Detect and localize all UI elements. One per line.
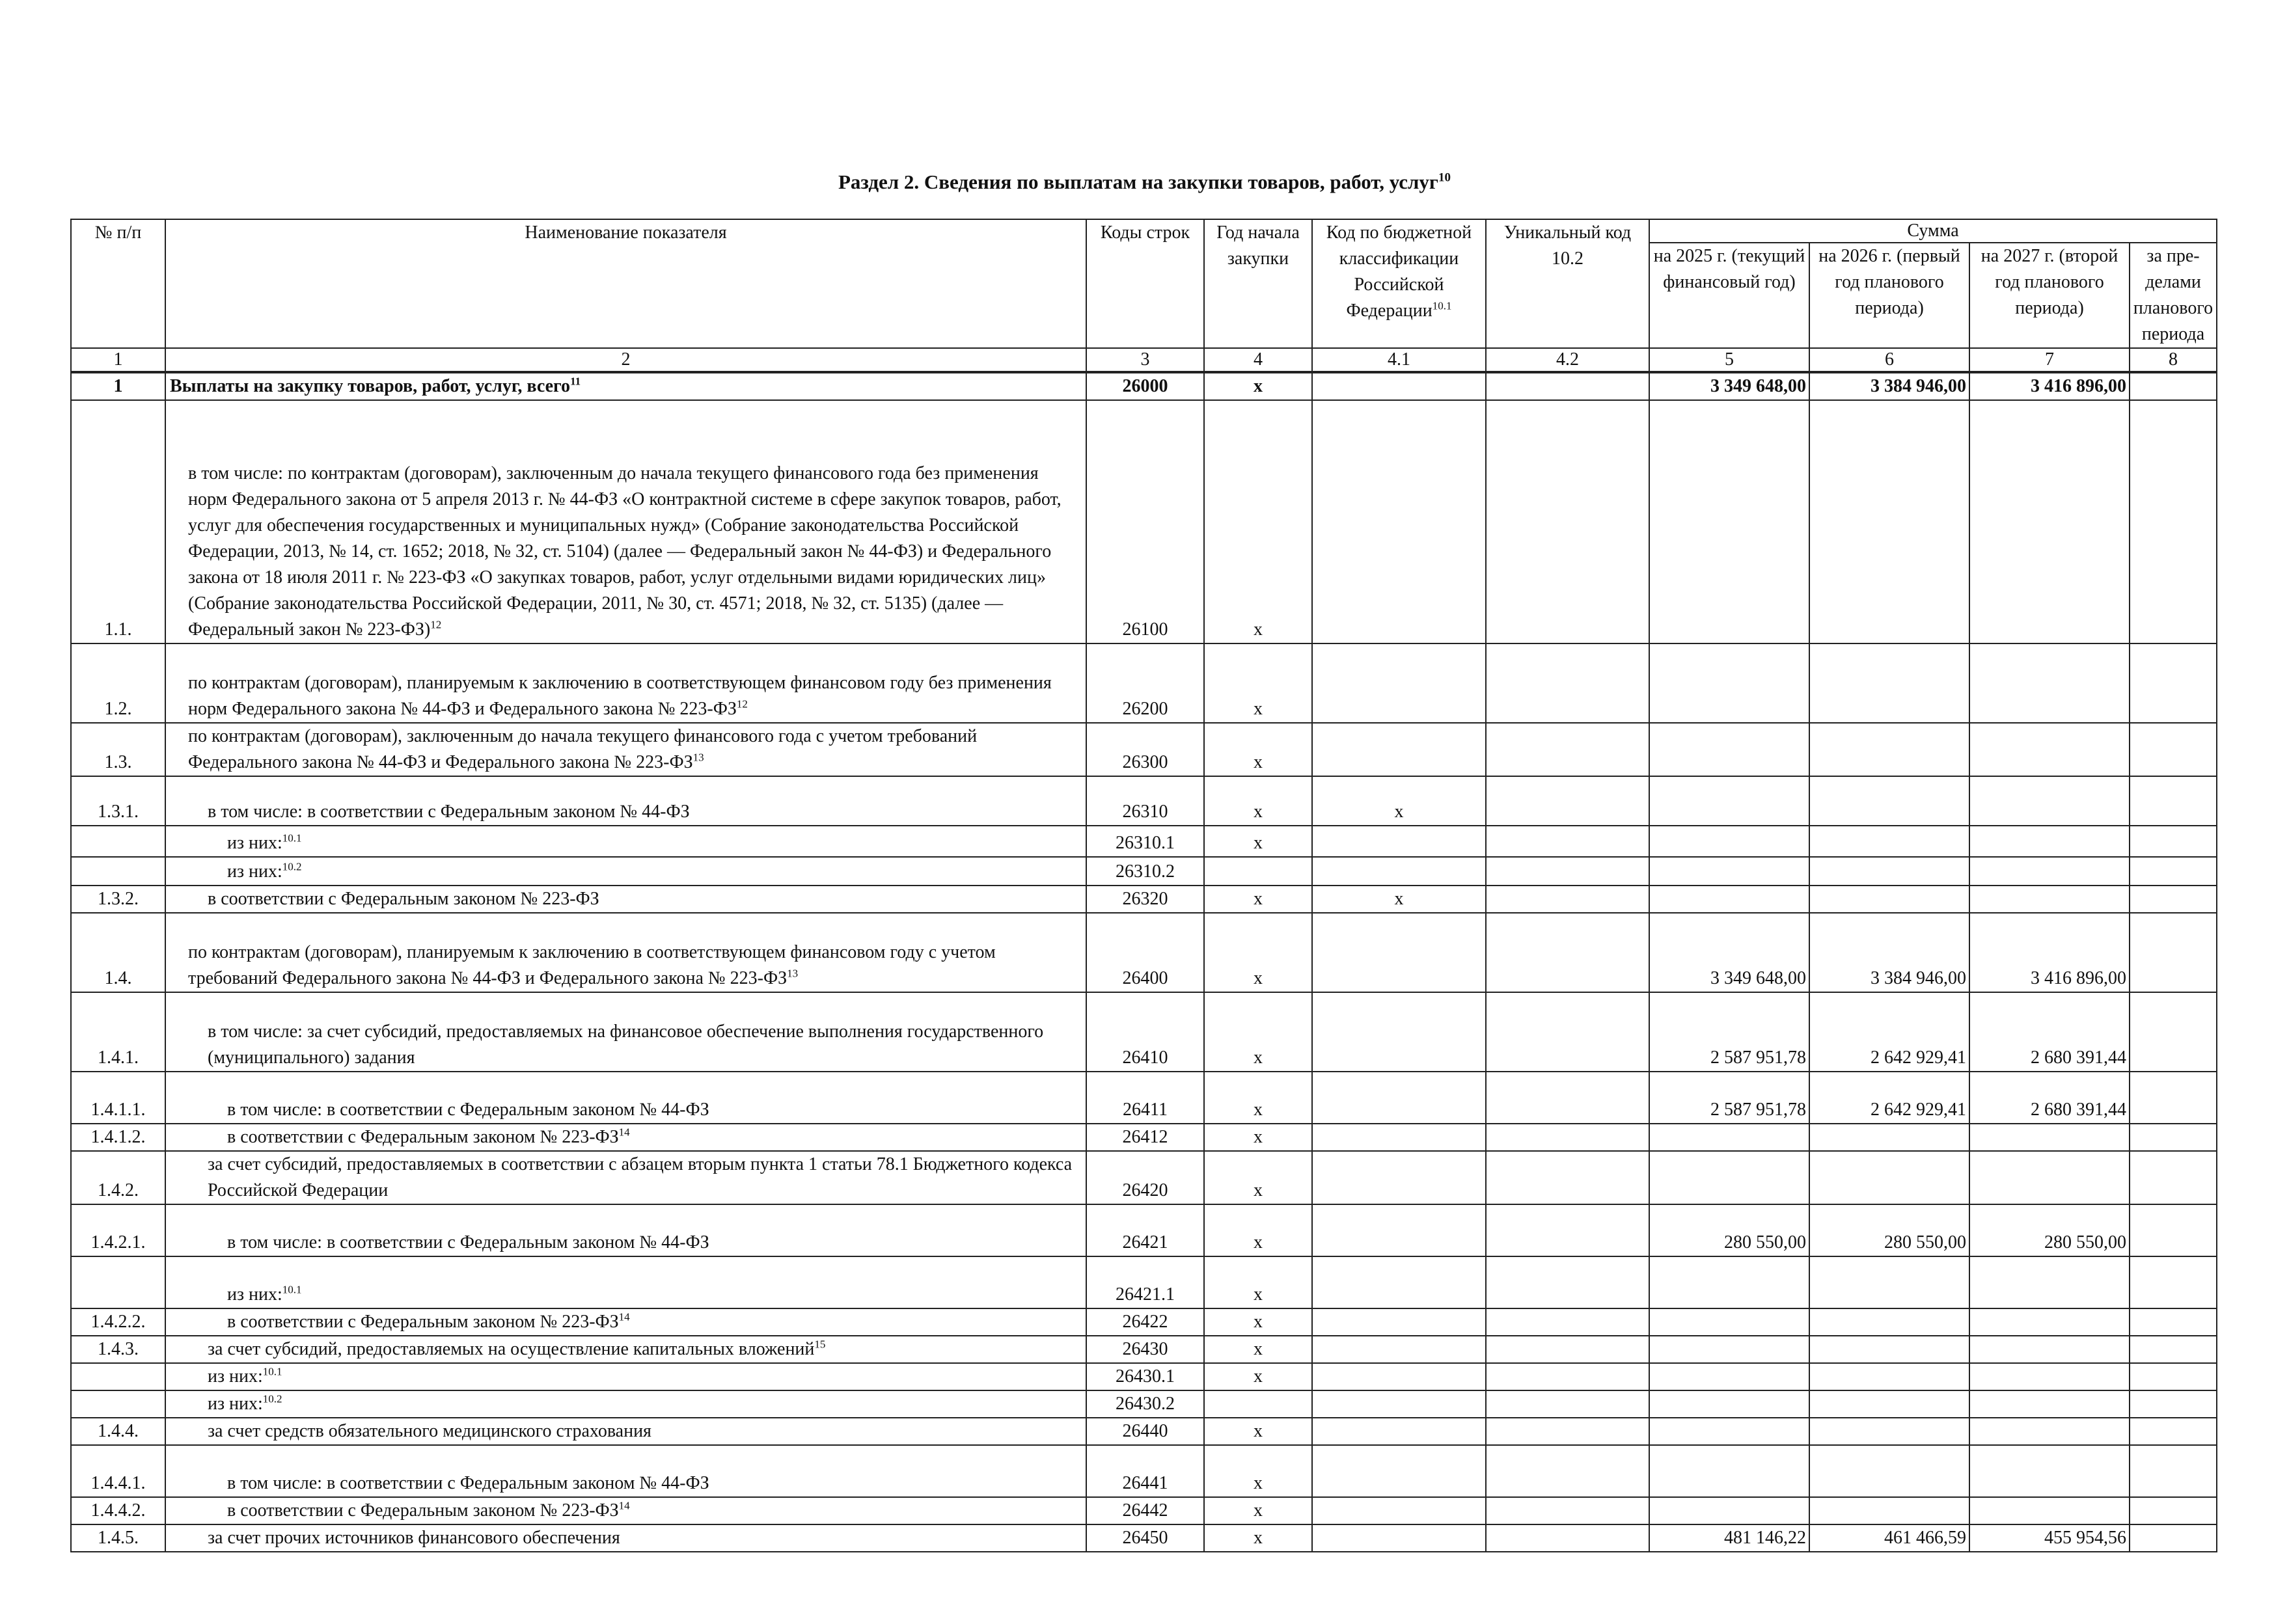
- row-year: [1204, 1390, 1312, 1418]
- row-year: x: [1204, 913, 1312, 992]
- row-name: из них:$^{10.2}$: [165, 857, 1086, 886]
- header-2027: на 2027 г. (второй год планового периода): [1969, 243, 2130, 348]
- row-sum-2026: [1809, 1445, 1969, 1497]
- row-year: x: [1204, 1256, 1312, 1308]
- row-number: 1.3.: [71, 723, 165, 776]
- row-name: за счет средств обязательного медицинского страхования: [165, 1418, 1086, 1445]
- table-row: [71, 1308, 2217, 1336]
- row-unique-code: [1486, 1204, 1649, 1256]
- footnote-ref: 11: [570, 375, 581, 388]
- row-unique-code: [1486, 992, 1649, 1072]
- row-unique-code: [1486, 1256, 1649, 1308]
- row-sum-2027: 2 680 391,44: [1969, 992, 2130, 1072]
- table-row: [71, 857, 2217, 886]
- header-year: Год начала закупки: [1204, 219, 1312, 348]
- row-sum-2026: [1809, 826, 1969, 857]
- row-sum-2026: [1809, 1151, 1969, 1204]
- table-row: [71, 1204, 2217, 1256]
- footnote-ref: 12: [430, 618, 442, 631]
- row-budget-code: [1312, 1256, 1486, 1308]
- row-unique-code: [1486, 857, 1649, 886]
- row-sum-2025: [1649, 1445, 1809, 1497]
- row-number: [71, 857, 165, 886]
- column-number: 4.2: [1486, 348, 1649, 372]
- row-code: 26421: [1086, 1204, 1204, 1256]
- row-sum-2027: [1969, 826, 2130, 857]
- row-unique-code: [1486, 1445, 1649, 1497]
- row-code: 26422: [1086, 1308, 1204, 1336]
- row-number: 1.4.1.1.: [71, 1072, 165, 1124]
- header-2026: на 2026 г. (первый год планового периода): [1809, 243, 1969, 348]
- row-sum-2026: [1809, 1497, 1969, 1524]
- row-number: 1.4.1.2.: [71, 1124, 165, 1151]
- row-number: 1.4.2.1.: [71, 1204, 165, 1256]
- table-row: [71, 643, 2217, 723]
- row-sum-beyond: [2130, 776, 2217, 826]
- footnote-ref: 13: [692, 751, 704, 764]
- row-sum-2027: [1969, 1151, 2130, 1204]
- table-row: [71, 1445, 2217, 1497]
- row-sum-2027: [1969, 857, 2130, 886]
- row-sum-2025: [1649, 1308, 1809, 1336]
- row-code: 26320: [1086, 886, 1204, 913]
- row-sum-beyond: [2130, 1072, 2217, 1124]
- row-sum-beyond: [2130, 1204, 2217, 1256]
- row-code: 26310: [1086, 776, 1204, 826]
- row-unique-code: [1486, 643, 1649, 723]
- row-name: за счет субсидий, предоставляемых на осуществление капитальных вложений$^{15}$: [165, 1336, 1086, 1363]
- header-codes: Коды строк: [1086, 219, 1204, 348]
- row-sum-2026: [1809, 886, 1969, 913]
- row-sum-2025: [1649, 776, 1809, 826]
- row-number: 1.4.1.: [71, 992, 165, 1072]
- row-number: 1.4.3.: [71, 1336, 165, 1363]
- row-year: x: [1204, 1204, 1312, 1256]
- row-sum-2025: 3 349 648,00: [1649, 913, 1809, 992]
- row-year: x: [1204, 1524, 1312, 1552]
- row-budget-code: [1312, 1124, 1486, 1151]
- header-num: № п/п: [71, 219, 165, 348]
- row-year: x: [1204, 1124, 1312, 1151]
- row-name: в том числе: в соответствии с Федеральным законом № 44-ФЗ: [165, 1445, 1086, 1497]
- row-sum-2025: [1649, 886, 1809, 913]
- row-code: 26411: [1086, 1072, 1204, 1124]
- row-unique-code: [1486, 1497, 1649, 1524]
- row-code: 26421.1: [1086, 1256, 1204, 1308]
- column-number: 6: [1809, 348, 1969, 372]
- payments-table: [70, 219, 2217, 1552]
- row-unique-code: [1486, 886, 1649, 913]
- table-row: [71, 1336, 2217, 1363]
- row-name: по контрактам (договорам), планируемым к заключению в соответствующем финансовом году с учетом требований Федерального закона № 44-ФЗ и Федерального закона № 223-ФЗ$^{13}$: [165, 913, 1086, 992]
- row-sum-2025: 3 349 648,00: [1649, 372, 1809, 400]
- row-unique-code: [1486, 400, 1649, 643]
- row-code: 26100: [1086, 400, 1204, 643]
- row-sum-2026: [1809, 1256, 1969, 1308]
- table-row: [71, 372, 2217, 400]
- row-sum-beyond: [2130, 992, 2217, 1072]
- row-sum-beyond: [2130, 1497, 2217, 1524]
- row-sum-2026: [1809, 1124, 1969, 1151]
- row-sum-2026: 2 642 929,41: [1809, 992, 1969, 1072]
- row-year: x: [1204, 1363, 1312, 1390]
- row-budget-code: [1312, 1151, 1486, 1204]
- row-name: Выплаты на закупку товаров, работ, услуг, всего$^{11}$: [165, 372, 1086, 400]
- row-code: 26310.1: [1086, 826, 1204, 857]
- row-sum-2027: 2 680 391,44: [1969, 1072, 2130, 1124]
- row-budget-code: x: [1312, 776, 1486, 826]
- row-year: x: [1204, 723, 1312, 776]
- row-name: из них:$^{10.2}$: [165, 1390, 1086, 1418]
- row-unique-code: [1486, 1390, 1649, 1418]
- table-row: [71, 1390, 2217, 1418]
- row-sum-beyond: [2130, 913, 2217, 992]
- table-row: [71, 776, 2217, 826]
- row-sum-2025: [1649, 857, 1809, 886]
- row-number: 1.4.: [71, 913, 165, 992]
- row-sum-2027: [1969, 1308, 2130, 1336]
- row-code: 26300: [1086, 723, 1204, 776]
- row-name: в том числе: за счет субсидий, предоставляемых на финансовое обеспечение выполнения государственного (муниципального) задания: [165, 992, 1086, 1072]
- row-year: x: [1204, 643, 1312, 723]
- row-sum-2025: 2 587 951,78: [1649, 992, 1809, 1072]
- row-year: x: [1204, 1336, 1312, 1363]
- row-number: [71, 1390, 165, 1418]
- row-year: x: [1204, 886, 1312, 913]
- row-name: в соответствии с Федеральным законом № 223-ФЗ$^{14}$: [165, 1124, 1086, 1151]
- row-budget-code: [1312, 857, 1486, 886]
- header-unique-code: Уникальный код 10.2: [1486, 219, 1649, 348]
- row-budget-code: [1312, 1497, 1486, 1524]
- row-year: x: [1204, 1151, 1312, 1204]
- row-year: x: [1204, 1445, 1312, 1497]
- column-number: 1: [71, 348, 165, 372]
- table-row: [71, 1363, 2217, 1390]
- row-code: 26441: [1086, 1445, 1204, 1497]
- footnote-ref: 13: [787, 967, 799, 980]
- row-code: 26000: [1086, 372, 1204, 400]
- row-year: x: [1204, 1308, 1312, 1336]
- row-sum-beyond: [2130, 1308, 2217, 1336]
- row-code: 26450: [1086, 1524, 1204, 1552]
- row-name: из них:$^{10.1}$: [165, 1256, 1086, 1308]
- table-row: [71, 1418, 2217, 1445]
- row-budget-code: [1312, 826, 1486, 857]
- row-sum-beyond: [2130, 1363, 2217, 1390]
- row-sum-beyond: [2130, 400, 2217, 643]
- row-code: 26430.2: [1086, 1390, 1204, 1418]
- row-sum-beyond: [2130, 723, 2217, 776]
- table-row: [71, 1497, 2217, 1524]
- row-sum-2025: [1649, 1363, 1809, 1390]
- row-unique-code: [1486, 723, 1649, 776]
- row-year: [1204, 857, 1312, 886]
- row-sum-2025: [1649, 1336, 1809, 1363]
- row-number: 1.3.1.: [71, 776, 165, 826]
- row-sum-2027: [1969, 1256, 2130, 1308]
- row-sum-2025: 2 587 951,78: [1649, 1072, 1809, 1124]
- row-number: 1.4.2.2.: [71, 1308, 165, 1336]
- footnote-ref: 14: [618, 1499, 630, 1512]
- row-sum-2026: [1809, 1308, 1969, 1336]
- row-sum-2026: 3 384 946,00: [1809, 372, 1969, 400]
- footnote-ref: 15: [814, 1338, 826, 1351]
- row-year: x: [1204, 1072, 1312, 1124]
- row-sum-2025: 481 146,22: [1649, 1524, 1809, 1552]
- row-name: в соответствии с Федеральным законом № 223-ФЗ$^{14}$: [165, 1497, 1086, 1524]
- row-budget-code: [1312, 1390, 1486, 1418]
- row-number: 1.1.: [71, 400, 165, 643]
- row-budget-code: [1312, 1524, 1486, 1552]
- row-unique-code: [1486, 913, 1649, 992]
- row-code: 26420: [1086, 1151, 1204, 1204]
- row-year: x: [1204, 992, 1312, 1072]
- column-number: 3: [1086, 348, 1204, 372]
- row-budget-code: [1312, 1204, 1486, 1256]
- row-sum-2027: [1969, 776, 2130, 826]
- row-number: [71, 826, 165, 857]
- row-number: 1: [71, 372, 165, 400]
- row-number: 1.4.5.: [71, 1524, 165, 1552]
- table-row: [71, 992, 2217, 1072]
- row-sum-2026: [1809, 400, 1969, 643]
- header-beyond: за пре- делами планового периода: [2130, 243, 2217, 348]
- row-sum-2026: [1809, 857, 1969, 886]
- row-sum-2025: [1649, 1256, 1809, 1308]
- table-row: [71, 400, 2217, 643]
- row-name: за счет субсидий, предоставляемых в соответствии с абзацем вторым пункта 1 статьи 78.1 Бюджетного кодекса Российской Федерации: [165, 1151, 1086, 1204]
- row-name: в соответствии с Федеральным законом № 223-ФЗ: [165, 886, 1086, 913]
- row-name: из них:$^{10.1}$: [165, 826, 1086, 857]
- row-sum-beyond: [2130, 1151, 2217, 1204]
- row-unique-code: [1486, 1418, 1649, 1445]
- row-sum-beyond: [2130, 1524, 2217, 1552]
- header-budget-code: Код по бюджетной классификации Российской Федерации$^{10.1}$: [1312, 219, 1486, 348]
- row-number: 1.3.2.: [71, 886, 165, 913]
- row-sum-2027: [1969, 643, 2130, 723]
- row-sum-2025: [1649, 723, 1809, 776]
- row-sum-2027: [1969, 1390, 2130, 1418]
- row-name: в том числе: в соответствии с Федеральным законом № 44-ФЗ: [165, 776, 1086, 826]
- row-unique-code: [1486, 1072, 1649, 1124]
- row-sum-2026: [1809, 1390, 1969, 1418]
- row-code: 26400: [1086, 913, 1204, 992]
- table-row: [71, 826, 2217, 857]
- column-numbers-row: [71, 348, 2217, 372]
- row-budget-code: [1312, 723, 1486, 776]
- row-name: по контрактам (договорам), заключенным до начала текущего финансового года с учетом требований Федерального закона № 44-ФЗ и Федерального закона № 223-ФЗ$^{13}$: [165, 723, 1086, 776]
- row-number: 1.4.2.: [71, 1151, 165, 1204]
- row-name: в том числе: по контрактам (договорам), заключенным до начала текущего финансового года без применения норм Федерального закона от 5 апреля 2013 г. № 44-ФЗ «О контрактной системе в сфере закупок товаров, работ, услуг для обеспечения государственных и муниципальных нужд» (Собрание законодательства Российской Федерации, 2013, № 14, ст. 1652; 2018, № 32, ст. 5104) (далее — Федеральный закон № 44-ФЗ) и Федерального закона от 18 июля 2011 г. № 223-ФЗ «О закупках товаров, работ, услуг отдельными видами юридических лиц» (Собрание законодательства Российской Федерации, 2011, № 30, ст. 4571; 2018, № 32, ст. 5135) (далее — Федеральный закон № 223-ФЗ)$^{12}$: [165, 400, 1086, 643]
- row-budget-code: [1312, 913, 1486, 992]
- column-number: 5: [1649, 348, 1809, 372]
- row-sum-2025: 280 550,00: [1649, 1204, 1809, 1256]
- row-sum-2027: [1969, 400, 2130, 643]
- row-name: из них:$^{10.1}$: [165, 1363, 1086, 1390]
- table-row: [71, 723, 2217, 776]
- row-year: x: [1204, 400, 1312, 643]
- row-unique-code: [1486, 372, 1649, 400]
- row-sum-beyond: [2130, 857, 2217, 886]
- table-row: [71, 1524, 2217, 1552]
- table-row: [71, 886, 2217, 913]
- row-number: 1.4.4.1.: [71, 1445, 165, 1497]
- column-number: 2: [165, 348, 1086, 372]
- row-code: 26310.2: [1086, 857, 1204, 886]
- row-year: x: [1204, 776, 1312, 826]
- column-number: 7: [1969, 348, 2130, 372]
- table-row: [71, 1072, 2217, 1124]
- row-sum-2027: [1969, 1363, 2130, 1390]
- row-name: по контрактам (договорам), планируемым к заключению в соответствующем финансовом году без применения норм Федерального закона № 44-ФЗ и Федерального закона № 223-ФЗ$^{12}$: [165, 643, 1086, 723]
- row-sum-2025: [1649, 1151, 1809, 1204]
- row-code: 26430: [1086, 1336, 1204, 1363]
- row-name: за счет прочих источников финансового обеспечения: [165, 1524, 1086, 1552]
- footnote-ref: 10.1: [282, 832, 302, 845]
- row-code: 26430.1: [1086, 1363, 1204, 1390]
- row-sum-2027: [1969, 886, 2130, 913]
- row-sum-2025: [1649, 400, 1809, 643]
- row-sum-2026: [1809, 776, 1969, 826]
- row-budget-code: [1312, 372, 1486, 400]
- row-sum-2026: 2 642 929,41: [1809, 1072, 1969, 1124]
- row-year: x: [1204, 1418, 1312, 1445]
- row-sum-2026: [1809, 1418, 1969, 1445]
- header-2025: на 2025 г. (текущий финансовый год): [1649, 243, 1809, 348]
- row-sum-2027: [1969, 723, 2130, 776]
- table-row: [71, 1151, 2217, 1204]
- row-sum-2025: [1649, 826, 1809, 857]
- row-number: [71, 1363, 165, 1390]
- row-year: x: [1204, 1497, 1312, 1524]
- row-budget-code: [1312, 1363, 1486, 1390]
- row-budget-code: [1312, 1308, 1486, 1336]
- column-number: 4.1: [1312, 348, 1486, 372]
- row-number: [71, 1256, 165, 1308]
- row-budget-code: [1312, 1445, 1486, 1497]
- footnote-ref: 10.2: [262, 1392, 282, 1405]
- row-sum-beyond: [2130, 1256, 2217, 1308]
- row-unique-code: [1486, 1124, 1649, 1151]
- row-budget-code: [1312, 643, 1486, 723]
- row-sum-2027: 3 416 896,00: [1969, 913, 2130, 992]
- row-code: 26410: [1086, 992, 1204, 1072]
- row-sum-2026: 461 466,59: [1809, 1524, 1969, 1552]
- footnote-ref: 14: [618, 1310, 630, 1323]
- row-number: 1.2.: [71, 643, 165, 723]
- row-sum-2027: [1969, 1445, 2130, 1497]
- footnote-ref: 10.1: [282, 1283, 302, 1296]
- row-sum-beyond: [2130, 1336, 2217, 1363]
- section-title: Раздел 2. Сведения по выплатам на закупки товаров, работ, услуг$^{10}$: [838, 170, 1451, 193]
- row-budget-code: [1312, 1418, 1486, 1445]
- row-budget-code: [1312, 400, 1486, 643]
- row-number: 1.4.4.2.: [71, 1497, 165, 1524]
- row-sum-beyond: [2130, 1445, 2217, 1497]
- row-number: 1.4.4.: [71, 1418, 165, 1445]
- row-year: x: [1204, 826, 1312, 857]
- row-sum-2027: 3 416 896,00: [1969, 372, 2130, 400]
- row-sum-2027: 455 954,56: [1969, 1524, 2130, 1552]
- header-name: Наименование показателя: [165, 219, 1086, 348]
- row-name: в том числе: в соответствии с Федеральным законом № 44-ФЗ: [165, 1072, 1086, 1124]
- row-sum-2025: [1649, 1390, 1809, 1418]
- row-sum-2027: [1969, 1497, 2130, 1524]
- row-sum-2025: [1649, 1497, 1809, 1524]
- row-budget-code: [1312, 1336, 1486, 1363]
- table-row: [71, 1124, 2217, 1151]
- row-sum-beyond: [2130, 886, 2217, 913]
- column-number: 8: [2130, 348, 2217, 372]
- row-name: в том числе: в соответствии с Федеральным законом № 44-ФЗ: [165, 1204, 1086, 1256]
- row-sum-beyond: [2130, 1124, 2217, 1151]
- row-sum-2025: [1649, 1124, 1809, 1151]
- row-unique-code: [1486, 1524, 1649, 1552]
- footnote-ref: 14: [618, 1126, 630, 1139]
- row-sum-2026: [1809, 643, 1969, 723]
- row-budget-code: [1312, 1072, 1486, 1124]
- table-row: [71, 913, 2217, 992]
- row-budget-code: x: [1312, 886, 1486, 913]
- footnote-ref: 10.1: [262, 1365, 282, 1378]
- row-sum-2027: [1969, 1124, 2130, 1151]
- row-code: 26412: [1086, 1124, 1204, 1151]
- row-budget-code: [1312, 992, 1486, 1072]
- footnote-ref: 12: [736, 697, 748, 710]
- footnote-ref: 10.2: [282, 860, 302, 873]
- row-unique-code: [1486, 1336, 1649, 1363]
- column-number: 4: [1204, 348, 1312, 372]
- row-code: 26440: [1086, 1418, 1204, 1445]
- row-year: x: [1204, 372, 1312, 400]
- row-sum-2027: [1969, 1336, 2130, 1363]
- row-sum-beyond: [2130, 826, 2217, 857]
- row-unique-code: [1486, 1308, 1649, 1336]
- row-sum-2026: [1809, 1363, 1969, 1390]
- row-sum-2027: 280 550,00: [1969, 1204, 2130, 1256]
- row-sum-beyond: [2130, 643, 2217, 723]
- row-sum-beyond: [2130, 372, 2217, 400]
- row-unique-code: [1486, 1151, 1649, 1204]
- row-sum-2027: [1969, 1418, 2130, 1445]
- row-sum-2026: 3 384 946,00: [1809, 913, 1969, 992]
- row-code: 26200: [1086, 643, 1204, 723]
- row-sum-2025: [1649, 643, 1809, 723]
- row-code: 26442: [1086, 1497, 1204, 1524]
- row-name: в соответствии с Федеральным законом № 223-ФЗ$^{14}$: [165, 1308, 1086, 1336]
- row-unique-code: [1486, 826, 1649, 857]
- row-sum-2025: [1649, 1418, 1809, 1445]
- row-unique-code: [1486, 1363, 1649, 1390]
- row-sum-2026: [1809, 723, 1969, 776]
- row-sum-2026: [1809, 1336, 1969, 1363]
- row-unique-code: [1486, 776, 1649, 826]
- row-sum-2026: 280 550,00: [1809, 1204, 1969, 1256]
- table-row: [71, 1256, 2217, 1308]
- row-sum-beyond: [2130, 1390, 2217, 1418]
- row-sum-beyond: [2130, 1418, 2217, 1445]
- header-sum: Сумма: [1649, 219, 2217, 243]
